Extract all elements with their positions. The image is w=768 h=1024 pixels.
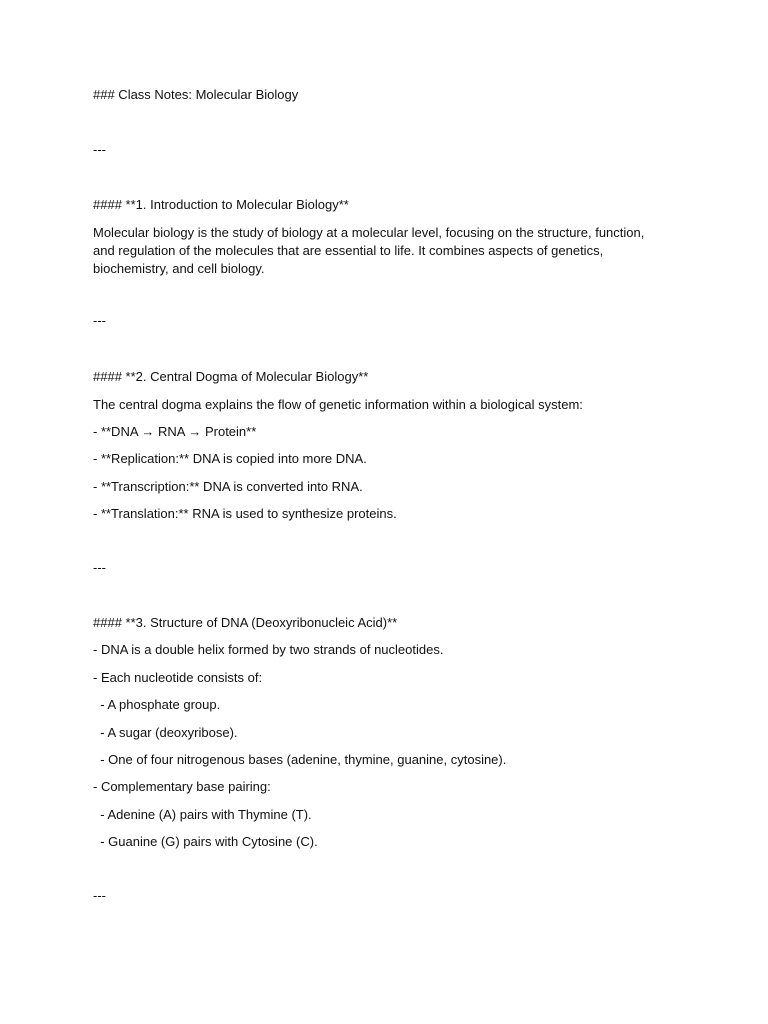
sub-list-item: - One of four nitrogenous bases (adenine, thymine, guanine, cytosine). (93, 752, 507, 767)
sub-list-item: - A phosphate group. (93, 697, 221, 712)
list-item: - DNA is a double helix formed by two strands of nucleotides. (93, 642, 444, 657)
list-item: - Each nucleotide consists of: (93, 670, 263, 685)
sub-list-item: - Guanine (G) pairs with Cytosine (C). (93, 834, 318, 849)
section-2-intro: The central dogma explains the flow of genetic information within a biological system: (93, 397, 583, 412)
list-item: - **Transcription:** DNA is converted into RNA. (93, 479, 363, 494)
section-1-paragraph: Molecular biology is the study of biology at a molecular level, focusing on the structure, function, and regulation of the molecules that are essential to life. It combines aspects of genetics, biochemistry, and cell biology. (93, 225, 645, 276)
list-item: - **Replication:** DNA is copied into more DNA. (93, 451, 367, 466)
section-3-heading: #### **3. Structure of DNA (Deoxyribonucleic Acid)** (93, 615, 398, 630)
list-item: - Complementary base pairing: (93, 779, 271, 794)
separator: --- (93, 888, 106, 903)
separator: --- (93, 560, 106, 575)
separator: --- (93, 313, 106, 328)
sub-list-item: - Adenine (A) pairs with Thymine (T). (93, 807, 312, 822)
sub-list-item: - A sugar (deoxyribose). (93, 725, 238, 740)
section-2-heading: #### **2. Central Dogma of Molecular Biology** (93, 369, 369, 384)
section-1-heading: #### **1. Introduction to Molecular Biology** (93, 197, 349, 212)
list-item: - **DNA → RNA → Protein** (93, 424, 257, 439)
separator: --- (93, 142, 106, 157)
document-title: ### Class Notes: Molecular Biology (93, 87, 299, 102)
list-item: - **Translation:** RNA is used to synthesize proteins. (93, 506, 397, 521)
